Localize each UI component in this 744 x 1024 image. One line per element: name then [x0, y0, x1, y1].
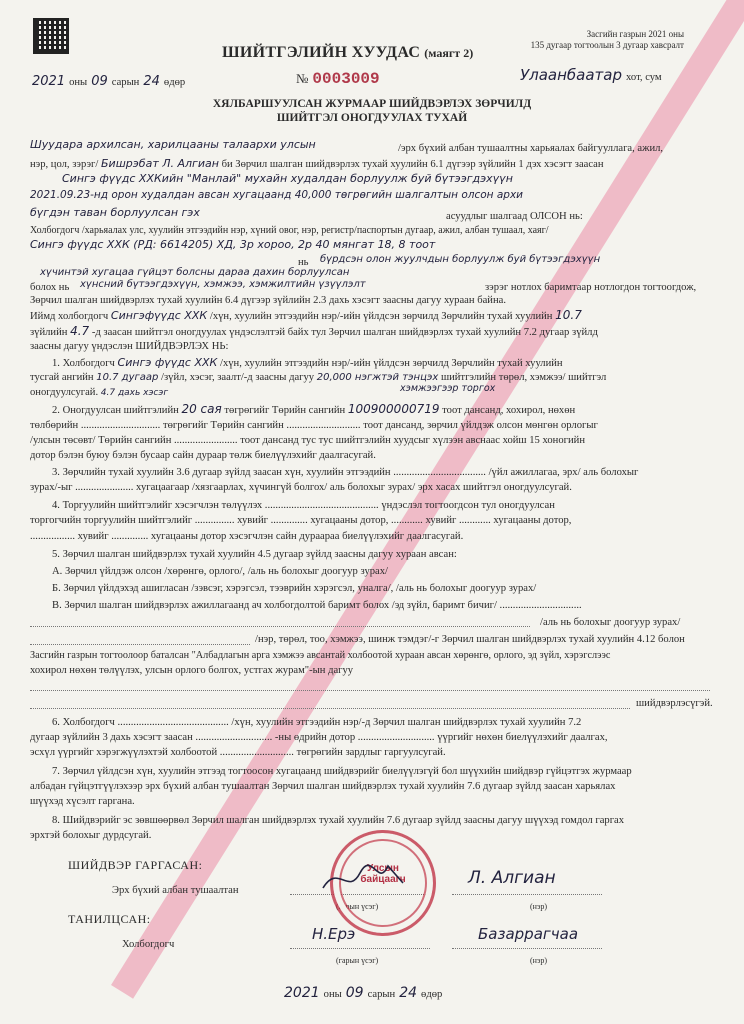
bottom-month: 09: [345, 985, 364, 1001]
issue-date: [32, 72, 185, 90]
issue-place: [520, 66, 662, 85]
party-label: Холбогдогч: [122, 939, 175, 950]
dotted-line: [30, 708, 630, 709]
line-14-prefix: зүйлийн: [30, 327, 68, 338]
official-signature: [318, 858, 408, 898]
line-2-prefix: нэр, цол, зэрэг/: [30, 159, 99, 170]
form-number: (маягт 2): [424, 46, 474, 60]
hw-p1-party: Сингэ фүүдс ХХК: [117, 356, 218, 369]
acquaintance-date: [284, 984, 442, 1002]
party-signature-caption: (гарын үсэг): [336, 956, 379, 965]
p1-tail: /хүн, хуулийн этгээдийн нэр/-ийн үйлдсэн зөрчилд Зөрчлийн тухай хуулийн: [220, 358, 563, 369]
bottom-month-label: сарын: [367, 989, 396, 1000]
hw-circumstance-2: 2021.09.23-нд орон худалдан авсан хугацаанд 40,000 төгрөгийн шалгалтын олсон архи: [30, 189, 523, 201]
bottom-day-label: өдөр: [421, 989, 443, 1000]
hw-p1-fine: хэмжээгээр торгох: [400, 383, 496, 394]
p1-line2-mid: /зүйл, хэсэг, заалт/-д заасны дагуу: [161, 372, 315, 383]
hw-p2-account: 100900000719: [347, 402, 440, 416]
paragraph-2-line-1: [52, 403, 575, 417]
paragraph-5-line-5: /аль нь болохыг доогуур зурах/: [540, 617, 681, 628]
line-2: [30, 157, 604, 171]
paragraph-1-line-3: [30, 386, 168, 400]
subtitle-line2: ШИЙТГЭЛ ОНОГДУУЛАХ ТУХАЙ: [276, 112, 468, 124]
bottom-year-label: оны: [323, 989, 342, 1000]
p2-mid: төгрөгийг Төрийн сангийн: [224, 405, 346, 416]
paragraph-2-line-2: төлбөрийн .............................. төгрөгийг Төрийн сангийн ............................ тоот дансанд, зөрчил үйлдэж олсон мөнгөн орлогыг: [30, 420, 598, 431]
hw-p1-amount: 20,000 нэгжтэй тэнцэх: [316, 372, 439, 383]
paragraph-3-line-2: зурах/-ыг ...................... хугацаагаар /хязгаарлах, хүчингүй болгох/ аль болохыг зурах/ эрх хасах шийтгэл оногдуулсугай.: [30, 482, 572, 493]
line-14-tail: -д заасан шийтгэл оногдуулах үндэслэлтэй байх тул Зөрчил шалган шийдвэрлэх тухай хуулийн 7.2 дугаар зүйлд: [91, 327, 598, 338]
line-1: [30, 138, 316, 152]
line-7: Холбогдогч /харьяалах улс, хуулийн этгээдийн нэр, хүний овог, нэр, регистр/паспортын дугаар, ажил, албан тушаал, хаяг/: [30, 225, 549, 236]
seal-text: Улсын байцаагч: [360, 863, 406, 885]
p2-prefix: 2. Оногдуулсан шийтгэлийн: [52, 405, 179, 416]
line-15: заасны дагуу үндэслэн ШИЙДВЭРЛЭХ НЬ:: [30, 341, 229, 352]
paragraph-7-line-2: албадан гүйцэтгүүлэхээр эрх бүхий албан тушаалтан Зөрчил шалган шийдвэрлэх тухай хуулийн 7.6 дугаар зүйлд заасан харьялах: [30, 781, 616, 792]
official-label: Эрх бүхий албан тушаалтан: [112, 885, 239, 896]
issue-month-label: сарын: [111, 77, 140, 88]
official-signature-caption: (гарын үсэг): [336, 902, 379, 911]
dotted-line: [30, 690, 710, 691]
paragraph-7-line-1: 7. Зөрчил үйлдсэн хүн, хуулийн этгээд тогтоосон хугацаанд шийдвэрийг биелүүлэгүй бол шүүхийн шийдвэр гүйцэтгэх журмаар: [52, 766, 632, 777]
hw-clause: 4.7: [70, 324, 90, 338]
hw-party-name: Сингэфүүдс ХХК: [110, 309, 208, 322]
hw-circumstance-3: бүгдэн таван борлуулсан гэх: [30, 206, 200, 219]
qr-code: [33, 18, 69, 54]
bottom-day: 24: [399, 985, 418, 1001]
paragraph-5-line-6: /нэр, төрөл, тоо, хэмжээ, шинж тэмдэг/-г Зөрчил шалган шийдвэрлэх тухай хуулийн 4.12 болон: [255, 634, 685, 645]
paragraph-4-line-3: ................. хувийг .............. хугацааны дотор хэсэгчлэн сайн дураараа биелүүлэхийг даалгасугай.: [30, 531, 464, 542]
paragraph-5-line-1: 5. Зөрчил шалган шийдвэрлэх тухай хуулийн 4.5 дугаар зүйлд заасны дагуу хураан авсан:: [52, 549, 457, 560]
document-title: ШИЙТГЭЛИЙН ХУУДАС: [222, 44, 421, 61]
official-name-line: [452, 894, 602, 895]
place-label: хот, сум: [626, 72, 662, 83]
acquainted-label: ТАНИЛЦСАН:: [68, 912, 151, 926]
paragraph-4-line-1: 4. Торгуулийн шийтгэлийг хэсэгчлэн төлүүлэх ........................................... үндэслэл тогтоогдсон тул оногдуулсан: [52, 500, 555, 511]
paragraph-2-line-4: дотор бэлэн буюу бэлэн бусаар сайн дураар төлж биелүүлэхийг даалгасугай.: [30, 450, 376, 461]
hw-p1-article: 10.7 дугаар: [96, 372, 159, 383]
hw-violation-2: хүчинтэй хугацаа гүйцэт болсны дараа дахин борлуулсан: [40, 267, 350, 278]
hw-circumstance-1: Сингэ фүүдс ХХКийн "Манлай" мухайн худалдан борлуулж буй бүтээгдэхүүн: [62, 172, 513, 185]
hw-party-name-signature: Базаррагчаа: [478, 925, 579, 943]
paragraph-5-line-9: шийдвэрлэсүгэй.: [636, 698, 713, 709]
hw-party-details: Сингэ фүүдс ХХК (РД: 6614205) ХД, 3р хороо, 2р 40 мянгат 18, 8 тоот: [30, 238, 436, 251]
paragraph-8-line-2: эрхтэй болохыг дурдсугай.: [30, 830, 152, 841]
line-1-tail: /эрх бүхий албан тушаалтны харьяалах байгууллага, ажил,: [398, 143, 664, 154]
official-name-caption: (нэр): [530, 902, 548, 911]
paragraph-6-line-1: 6. Холбогдогч .......................................... /хүн, хуулийн этгээдийн нэр/-д Зөрчил шалган шийдвэрлэх тухай хуулийн 7.2: [52, 717, 582, 728]
line-2-tail: би Зөрчил шалган шийдвэрлэх тухай хуулийн 6.1 дүгээр зүйлийн 1 дэх хэсэгт заасан: [221, 159, 604, 170]
issued-by-label: ШИЙДВЭР ГАРГАСАН:: [68, 858, 203, 872]
paragraph-2-line-3: /улсын төсөвт/ Төрийн сангийн ........................ тоот дансанд тус тус шийтгэлийн хуудсыг хүлээн авснаас хойш 15 хоногийн: [30, 435, 585, 446]
paragraph-6-line-3: эсхүл үүргийг хэрэгжүүлэхтэй холбоотой ............................ төгрөгийн зардлыг гаргуулсугай.: [30, 747, 446, 758]
line-13-mid: /хүн, хуулийн этгээдийн нэр/-ийн үйлдсэн зөрчилд Зөрчлийн тухай хуулийн: [209, 311, 553, 322]
p1-line2-prefix: тусгай ангийн: [30, 372, 94, 383]
place-value: Улаанбаатар: [520, 66, 623, 84]
bottom-year: 2021: [284, 985, 320, 1001]
decree-reference-line2: 135 дугаар тогтоолын 3 дугаар хавсралт: [530, 40, 684, 50]
dotted-line: [30, 644, 250, 645]
paragraph-8-line-1: 8. Шийдвэрийг эс зөвшөөрвөл Зөрчил шалган шийдвэрлэх тухай хуулийн 7.6 дугаар зүйлд заасны дагуу шүүхэд гомдол гаргах: [52, 815, 625, 826]
number-value: 0003009: [312, 70, 380, 88]
hw-p2-amount: 20 сая: [181, 402, 222, 416]
line-6-tail: асуудлыг шалгаад ОЛСОН нь:: [446, 211, 583, 222]
hw-p1-kind: 4.7 дахь хэсэг: [100, 388, 169, 398]
issue-month: 09: [91, 74, 108, 89]
line-12: Зөрчил шалган шийдвэрлэх тухай хуулийн 6.4 дүгээр зүйлийн 2.3 дахь хэсэгт заасны дагуу хураан байна.: [30, 295, 506, 306]
hw-party-signature: Н.Ерэ: [312, 925, 356, 943]
paragraph-1-line-1: [52, 356, 563, 370]
hw-official-org: Шуудара архилсан, харилцааны талаархи улсын: [30, 138, 316, 151]
p2-tail: тоот дансанд, хохирол, нөхөн: [442, 405, 576, 416]
issue-day: 24: [143, 74, 160, 89]
line-11-prefix: болох нь: [30, 282, 70, 293]
party-name-caption: (нэр): [530, 956, 548, 965]
number-prefix: №: [296, 71, 309, 86]
document-title-block: [222, 44, 473, 62]
line-9-mid: нь: [298, 257, 309, 268]
p1-line2-tail: шийтгэлийн төрөл, хэмжээ/ шийтгэл: [440, 372, 607, 383]
document-number: [296, 70, 380, 88]
paragraph-5-item-b: Б. Зөрчил үйлдэхэд ашигласан /зэвсэг, хэрэгсэл, тээврийн хэрэгсэл, уналга/, /аль нь болохыг доогуур зурах/: [52, 583, 537, 594]
paragraph-5-item-v: В. Зөрчил шалган шийдвэрлэх ажиллагаанд ач холбогдолтой баримт болох /эд зүйл, баримт бичиг/ ...............................: [52, 600, 582, 611]
line-13-prefix: Иймд холбогдогч: [30, 311, 109, 322]
dotted-line: [30, 626, 530, 627]
hw-violation-1: бүрдсэн олон жуулчдын борлуулж буй бүтээгдэхүүн: [320, 254, 601, 265]
hw-official-name: Л. Алгиан: [468, 868, 556, 888]
hw-violation-3: хүнсний бүтээгдэхүүн, хэмжээ, хэмжилтийн үзүүлэлт: [80, 279, 366, 290]
paragraph-3-line-1: 3. Зөрчлийн тухай хуулийн 3.6 дугаар зүйлд заасан хүн, хуулийн этгээдийн ................................... /үйл ажиллагаа, эрх/ аль болохыг: [52, 467, 639, 478]
p1-line3-prefix: оногдуулсугай.: [30, 387, 99, 398]
issue-year-label: оны: [69, 77, 88, 88]
issue-day-label: өдөр: [163, 77, 186, 88]
paragraph-1-line-2: [30, 371, 606, 384]
subtitle-line1: ХЯЛБАРШУУЛСАН ЖУРМААР ШИЙДВЭРЛЭХ ЗӨРЧИЛД: [212, 98, 532, 110]
hw-officer-name: Бишрэбат Л. Алгиан: [101, 157, 219, 170]
paragraph-5-item-a: А. Зөрчил үйлдэж олсон /хөрөнгө, орлого/, /аль нь болохыг доогуур зурах/: [52, 566, 388, 577]
decree-reference-line1: Засгийн газрын 2021 оны: [586, 29, 684, 39]
paragraph-5-line-8: хохирол нөхөн төлүүлэх, улсын орлого болгох, устгах журам"-ын дагуу: [30, 665, 354, 676]
party-name-line: [452, 948, 602, 949]
paragraph-7-line-3: шүүхэд хүсэлт гаргана.: [30, 796, 135, 807]
paragraph-6-line-2: дугаар зүйлийн 3 дахь хэсэгт заасан ............................. -ны өдрийн дотор ............................. үүргийг нөхөн биелүүлэхийг даалгах,: [30, 732, 608, 743]
party-signature-line: [290, 948, 430, 949]
paragraph-4-line-2: торгогчийн торгуулийн шийтгэлийг ............... хувийг .............. хугацааны дотор, ............ хувийг ............ хугацааны дотор,: [30, 515, 572, 526]
paragraph-5-line-7: Засгийн газрын тогтоолоор баталсан "Албадлагын арга хэмжээ авсантай холбоотой хураан авсан хөрөнгө, орлого, эд зүйл, хэрэгслээс: [30, 650, 611, 661]
line-13: [30, 309, 582, 323]
p1-prefix: 1. Холбогдогч: [52, 358, 115, 369]
line-14: [30, 325, 598, 339]
issue-year: 2021: [32, 74, 66, 89]
line-11-tail: зэрэг нотлох баримтаар нотлогдон тогтоогдож,: [485, 282, 697, 293]
hw-article: 10.7: [555, 308, 582, 322]
